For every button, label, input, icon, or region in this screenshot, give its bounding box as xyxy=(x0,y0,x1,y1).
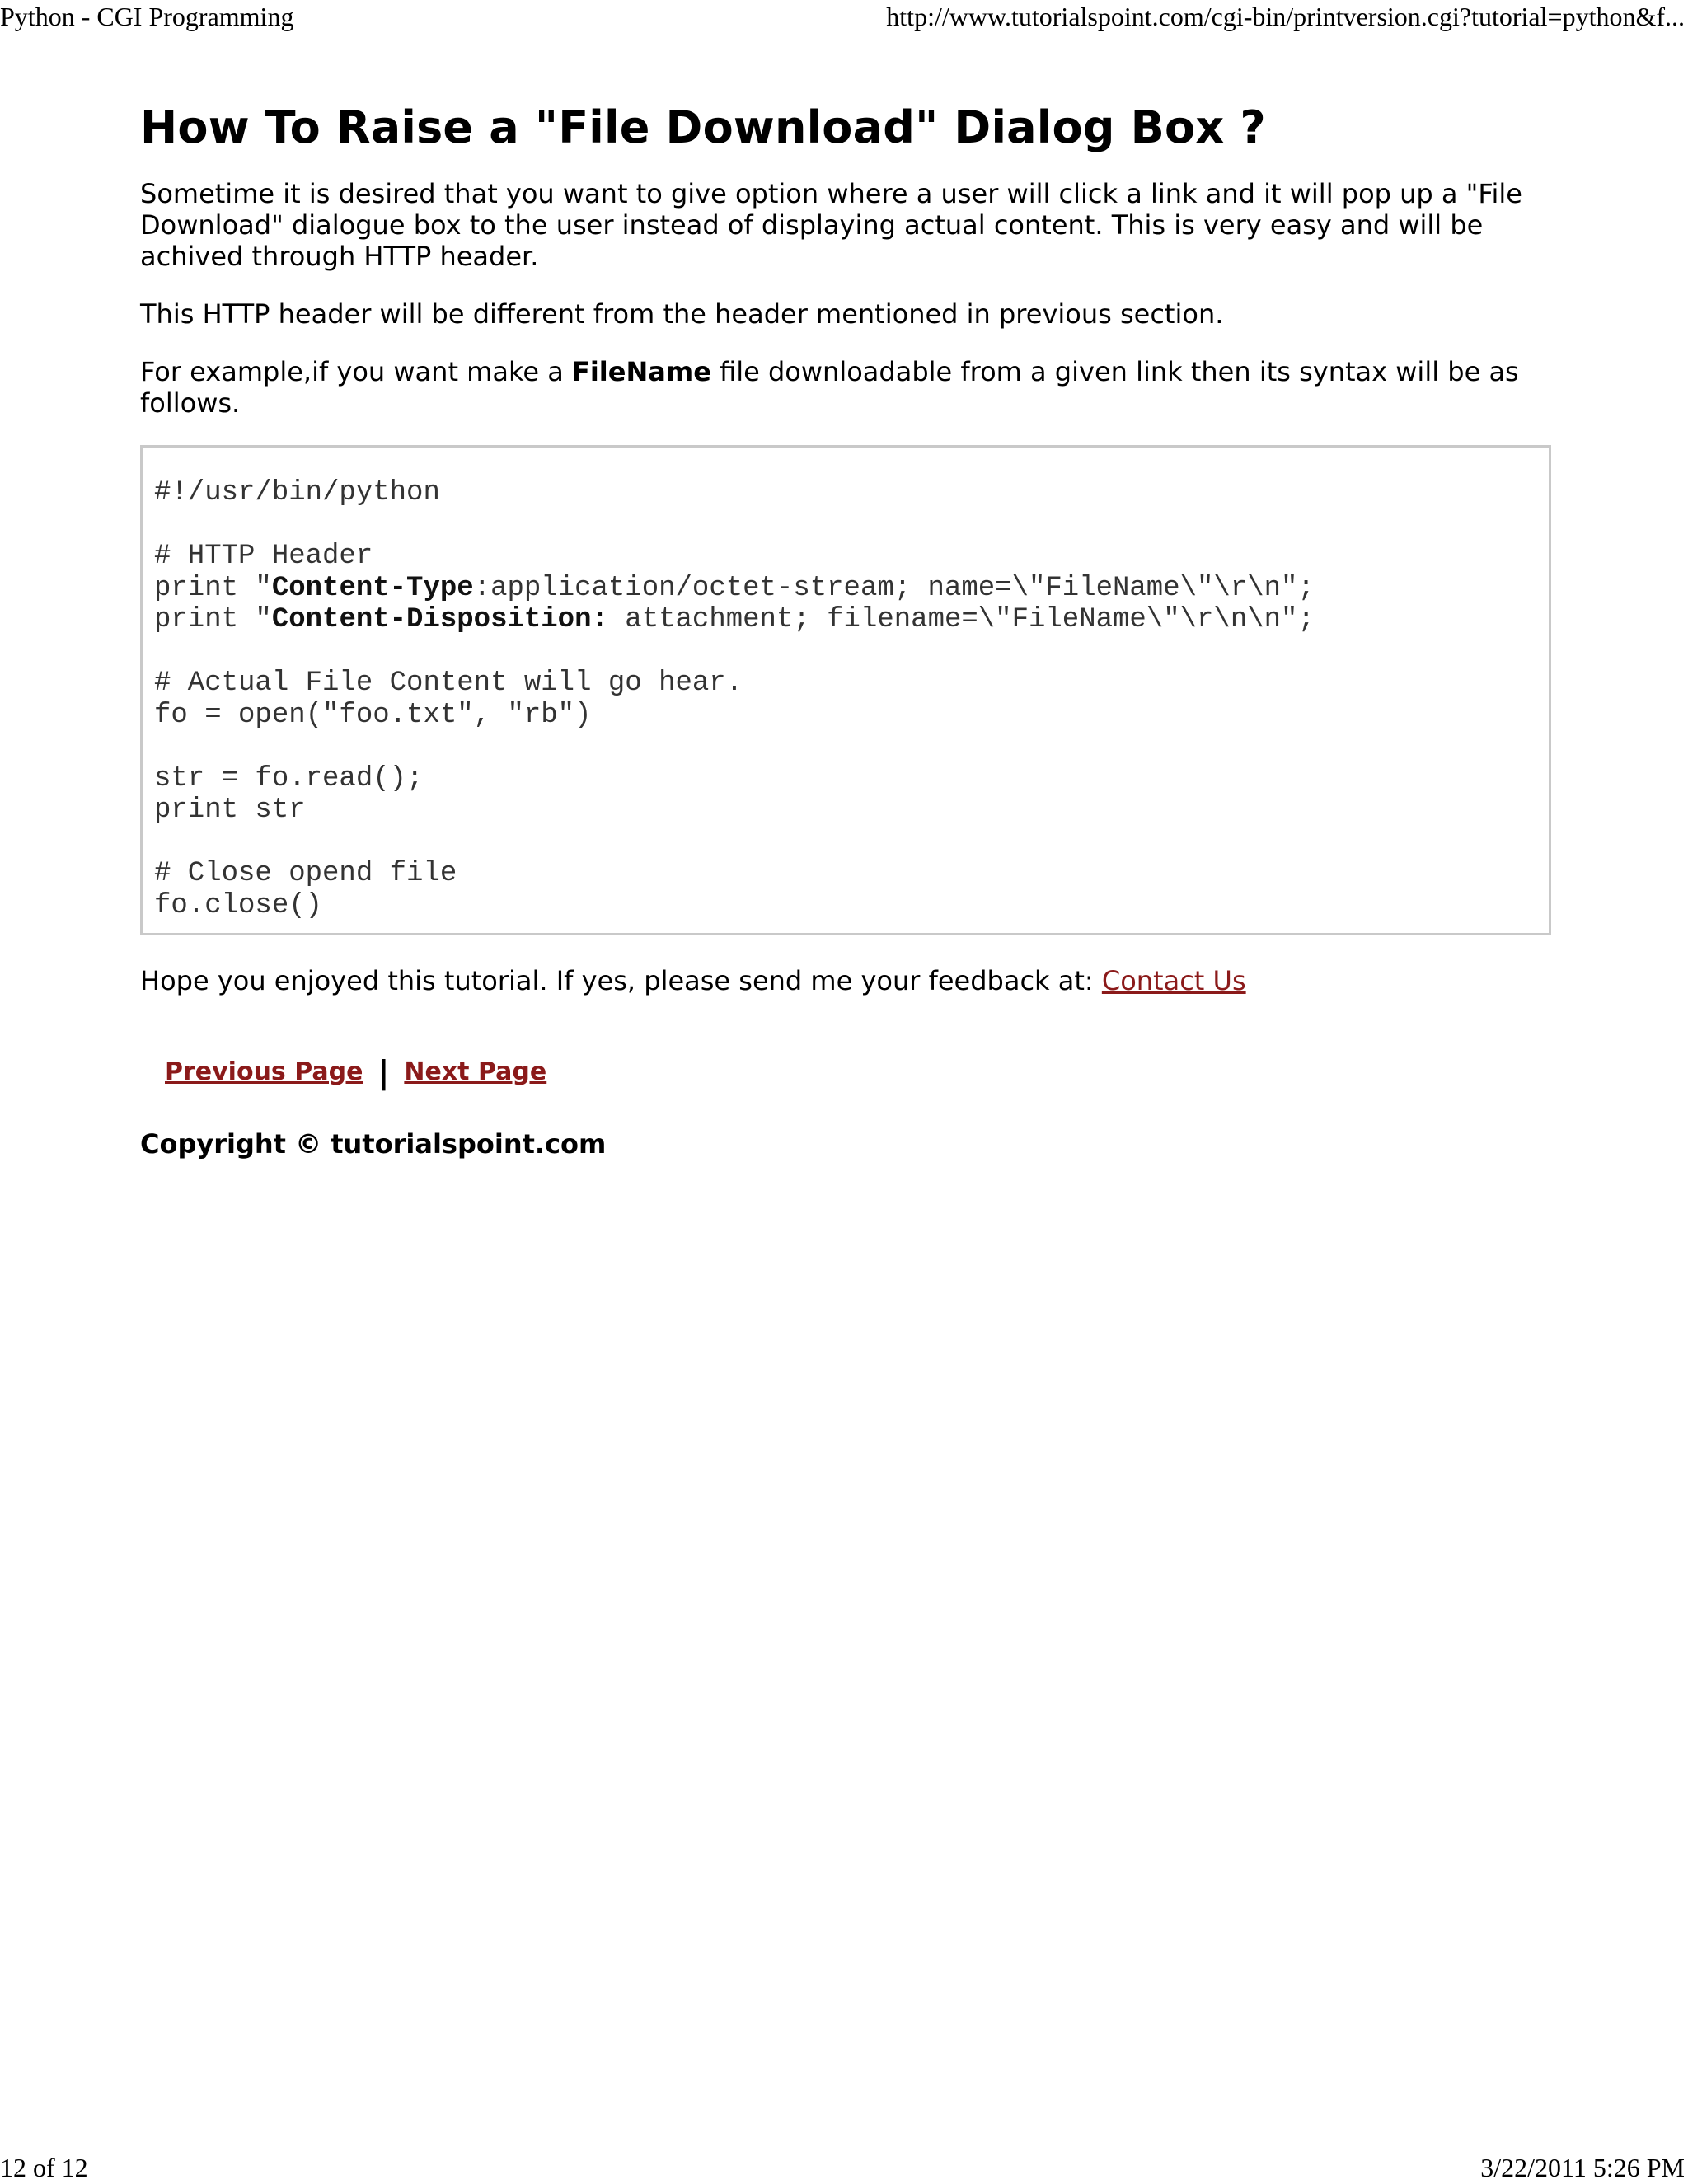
code-block xyxy=(140,445,1551,935)
code-line: fo = open("foo.txt", "rb") xyxy=(154,699,592,731)
code-line: str = fo.read(); xyxy=(154,762,424,794)
page-title: Python - CGI Programming xyxy=(0,2,294,31)
code-line xyxy=(154,573,1537,605)
page-count: 12 of 12 xyxy=(0,2153,88,2182)
code-segment: print " xyxy=(154,604,272,635)
code-line: print str xyxy=(154,794,306,826)
page-navigation xyxy=(165,1056,1551,1089)
code-line xyxy=(154,827,1537,859)
paragraph-intro: Sometime it is desired that you want to give option where a user will click a link and it will pop up a "File Download" dialogue box to the user instead of displaying actual content. This is very easy and will be achived through HTTP header. xyxy=(140,178,1522,272)
article-heading: How To Raise a "File Download" Dialog Box ? xyxy=(140,101,1266,153)
paragraph-example xyxy=(140,356,1551,419)
print-footer xyxy=(0,2151,1688,2184)
page-url: http://www.tutorialspoint.com/cgi-bin/printversion.cgi?tutorial=python&f... xyxy=(886,2,1685,31)
paragraph-example-end: file downloadable from a given link then its syntax will be as follows. xyxy=(140,356,1519,419)
filename-term: FileName xyxy=(571,356,711,387)
code-segment: attachment; filename=\"FileName\"\r\n\n"; xyxy=(607,604,1315,635)
code-line: #!/usr/bin/python xyxy=(154,477,440,509)
code-line xyxy=(154,731,1537,763)
code-segment: print " xyxy=(154,572,272,604)
paragraph-header-note: This HTTP header will be different from the header mentioned in previous section. xyxy=(140,298,1224,330)
code-line: fo.close() xyxy=(154,889,323,921)
code-keyword: Content-Disposition: xyxy=(271,604,608,635)
contact-us-link[interactable]: Contact Us xyxy=(1101,965,1246,996)
previous-page-link[interactable]: Previous Page xyxy=(165,1057,363,1086)
nav-separator: | xyxy=(377,1054,390,1090)
code-line: # HTTP Header xyxy=(154,541,373,572)
print-timestamp: 3/22/2011 5:26 PM xyxy=(1480,2153,1685,2182)
article-content xyxy=(140,97,1551,1160)
code-line xyxy=(154,509,1537,541)
print-header xyxy=(0,0,1688,33)
code-line xyxy=(154,636,1537,668)
copyright-notice: Copyright © tutorialspoint.com xyxy=(140,1128,607,1160)
paragraph-example-start: For example,if you want make a xyxy=(140,356,572,387)
code-line xyxy=(154,604,1537,636)
code-line: # Close opend file xyxy=(154,858,457,889)
feedback-text: Hope you enjoyed this tutorial. If yes, please send me your feedback at: xyxy=(140,965,1102,996)
code-segment: :application/octet-stream; name=\"FileName\"\r\n"; xyxy=(473,572,1315,604)
code-line: # Actual File Content will go hear. xyxy=(154,668,743,699)
code-keyword: Content-Type xyxy=(271,572,474,604)
next-page-link[interactable]: Next Page xyxy=(404,1057,547,1086)
feedback-paragraph xyxy=(140,965,1551,996)
